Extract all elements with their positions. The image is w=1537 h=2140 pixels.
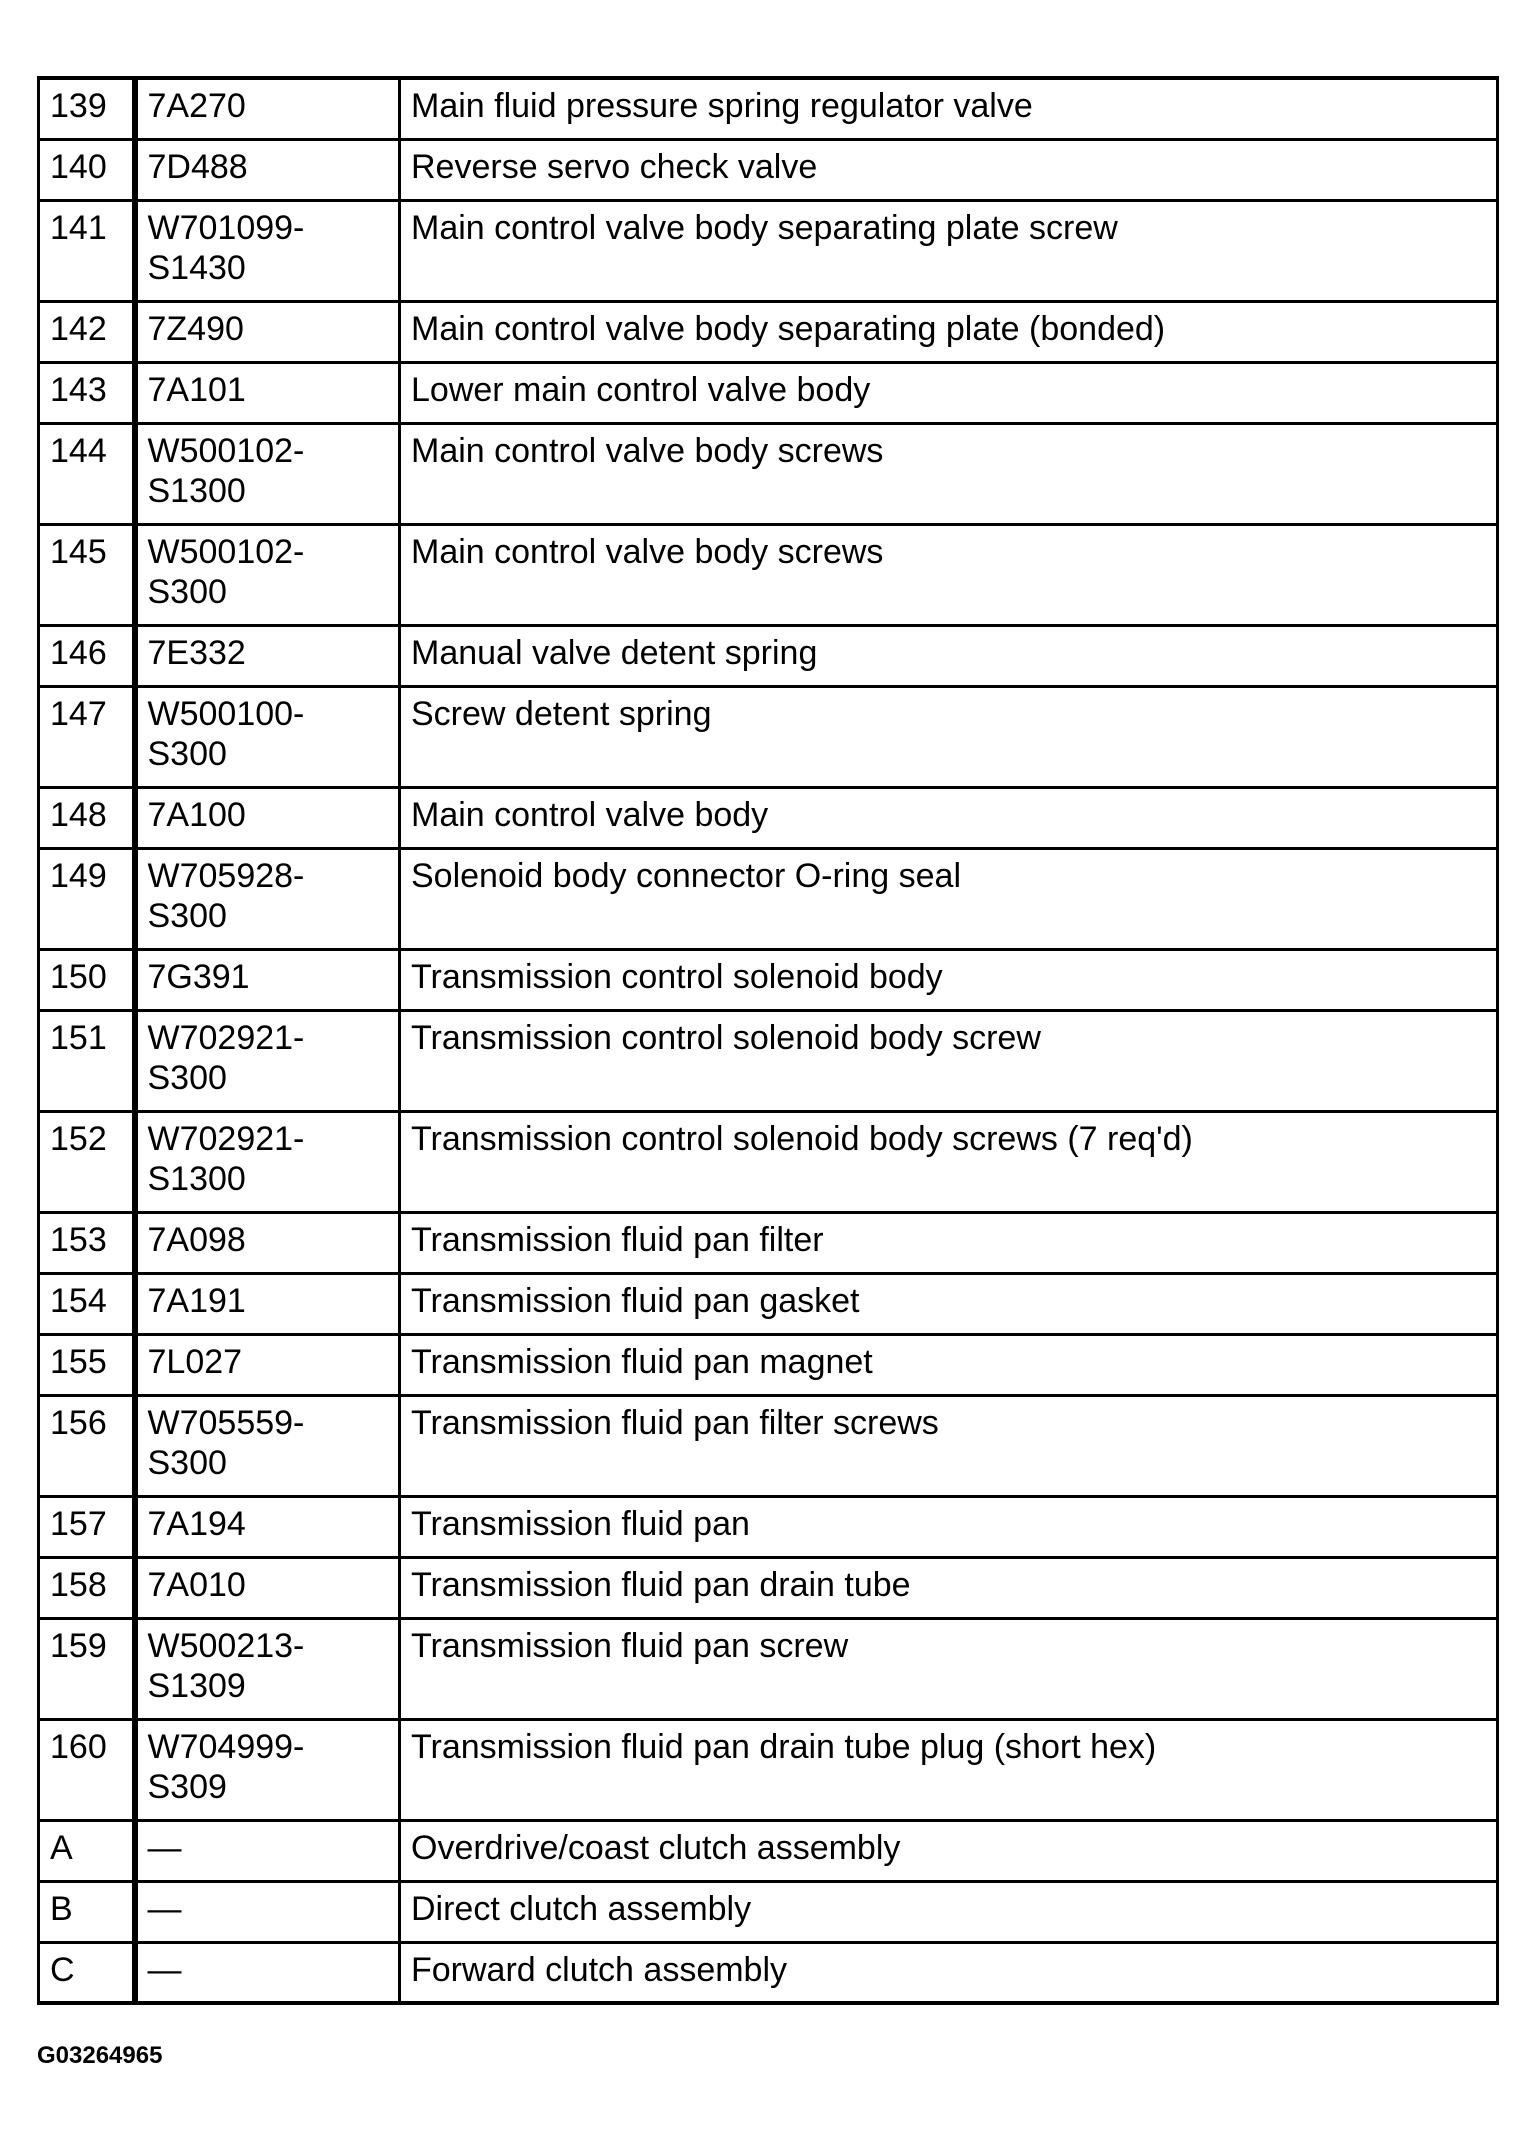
- description-cell: Transmission fluid pan: [400, 1496, 1498, 1557]
- description-cell: Main control valve body: [400, 787, 1498, 848]
- table-row: [39, 423, 1498, 524]
- part-number-cell: —: [135, 1881, 400, 1942]
- description-cell: Transmission fluid pan filter: [400, 1212, 1498, 1273]
- part-number-cell: 7A191: [135, 1273, 400, 1334]
- table-row: [39, 787, 1498, 848]
- part-number-cell: 7A098: [135, 1212, 400, 1273]
- table-row: [39, 1395, 1498, 1496]
- item-number-cell: 139: [39, 78, 135, 139]
- part-number-cell: 7A010: [135, 1557, 400, 1618]
- item-number-cell: 141: [39, 200, 135, 301]
- part-number-cell: W500102- S300: [135, 524, 400, 625]
- description-cell: Main control valve body separating plate (bonded): [400, 301, 1498, 362]
- parts-table-body: [39, 78, 1498, 2003]
- part-number-cell: W701099- S1430: [135, 200, 400, 301]
- part-number-cell: 7E332: [135, 625, 400, 686]
- item-number-cell: 144: [39, 423, 135, 524]
- table-row: [39, 139, 1498, 200]
- description-cell: Transmission fluid pan filter screws: [400, 1395, 1498, 1496]
- part-number-cell: W704999- S309: [135, 1719, 400, 1820]
- part-number-cell: 7D488: [135, 139, 400, 200]
- description-cell: Transmission control solenoid body screw: [400, 1010, 1498, 1111]
- figure-id: G03264965: [37, 2042, 163, 2069]
- item-number-cell: 152: [39, 1111, 135, 1212]
- description-cell: Screw detent spring: [400, 686, 1498, 787]
- table-row: [39, 1212, 1498, 1273]
- item-number-cell: 150: [39, 949, 135, 1010]
- description-cell: Transmission fluid pan screw: [400, 1618, 1498, 1719]
- item-number-cell: 159: [39, 1618, 135, 1719]
- table-row: [39, 1334, 1498, 1395]
- table-row: [39, 1881, 1498, 1942]
- part-number-cell: W500100- S300: [135, 686, 400, 787]
- part-number-cell: —: [135, 1942, 400, 2003]
- table-row: [39, 1010, 1498, 1111]
- table-row: [39, 686, 1498, 787]
- description-cell: Transmission fluid pan gasket: [400, 1273, 1498, 1334]
- item-number-cell: 140: [39, 139, 135, 200]
- part-number-cell: 7A194: [135, 1496, 400, 1557]
- item-number-cell: 155: [39, 1334, 135, 1395]
- item-number-cell: B: [39, 1881, 135, 1942]
- description-cell: Manual valve detent spring: [400, 625, 1498, 686]
- table-row: [39, 949, 1498, 1010]
- table-row: [39, 301, 1498, 362]
- part-number-cell: 7G391: [135, 949, 400, 1010]
- part-number-cell: 7L027: [135, 1334, 400, 1395]
- part-number-cell: W500213- S1309: [135, 1618, 400, 1719]
- item-number-cell: 158: [39, 1557, 135, 1618]
- part-number-cell: 7A100: [135, 787, 400, 848]
- item-number-cell: 142: [39, 301, 135, 362]
- table-row: [39, 200, 1498, 301]
- description-cell: Lower main control valve body: [400, 362, 1498, 423]
- description-cell: Solenoid body connector O-ring seal: [400, 848, 1498, 949]
- table-row: [39, 1273, 1498, 1334]
- item-number-cell: 160: [39, 1719, 135, 1820]
- table-row: [39, 625, 1498, 686]
- parts-table: [37, 76, 1499, 2005]
- part-number-cell: W705928- S300: [135, 848, 400, 949]
- item-number-cell: C: [39, 1942, 135, 2003]
- part-number-cell: W702921- S300: [135, 1010, 400, 1111]
- item-number-cell: 157: [39, 1496, 135, 1557]
- item-number-cell: 147: [39, 686, 135, 787]
- item-number-cell: 149: [39, 848, 135, 949]
- item-number-cell: 153: [39, 1212, 135, 1273]
- description-cell: Main control valve body screws: [400, 423, 1498, 524]
- item-number-cell: 151: [39, 1010, 135, 1111]
- table-row: [39, 1820, 1498, 1881]
- part-number-cell: —: [135, 1820, 400, 1881]
- description-cell: Reverse servo check valve: [400, 139, 1498, 200]
- table-row: [39, 1557, 1498, 1618]
- description-cell: Main fluid pressure spring regulator valve: [400, 78, 1498, 139]
- description-cell: Overdrive/coast clutch assembly: [400, 1820, 1498, 1881]
- table-row: [39, 362, 1498, 423]
- part-number-cell: 7Z490: [135, 301, 400, 362]
- description-cell: Transmission fluid pan magnet: [400, 1334, 1498, 1395]
- table-row: [39, 848, 1498, 949]
- item-number-cell: 145: [39, 524, 135, 625]
- item-number-cell: 154: [39, 1273, 135, 1334]
- table-row: [39, 1111, 1498, 1212]
- description-cell: Main control valve body screws: [400, 524, 1498, 625]
- item-number-cell: 143: [39, 362, 135, 423]
- description-cell: Main control valve body separating plate screw: [400, 200, 1498, 301]
- table-row: [39, 1496, 1498, 1557]
- description-cell: Transmission fluid pan drain tube plug (short hex): [400, 1719, 1498, 1820]
- table-row: [39, 1618, 1498, 1719]
- part-number-cell: W702921- S1300: [135, 1111, 400, 1212]
- item-number-cell: A: [39, 1820, 135, 1881]
- description-cell: Transmission control solenoid body screws (7 req'd): [400, 1111, 1498, 1212]
- part-number-cell: W705559- S300: [135, 1395, 400, 1496]
- part-number-cell: 7A270: [135, 78, 400, 139]
- part-number-cell: 7A101: [135, 362, 400, 423]
- table-row: [39, 1719, 1498, 1820]
- table-row: [39, 78, 1498, 139]
- part-number-cell: W500102- S1300: [135, 423, 400, 524]
- description-cell: Transmission control solenoid body: [400, 949, 1498, 1010]
- item-number-cell: 148: [39, 787, 135, 848]
- table-row: [39, 524, 1498, 625]
- description-cell: Transmission fluid pan drain tube: [400, 1557, 1498, 1618]
- item-number-cell: 146: [39, 625, 135, 686]
- item-number-cell: 156: [39, 1395, 135, 1496]
- description-cell: Direct clutch assembly: [400, 1881, 1498, 1942]
- description-cell: Forward clutch assembly: [400, 1942, 1498, 2003]
- table-row: [39, 1942, 1498, 2003]
